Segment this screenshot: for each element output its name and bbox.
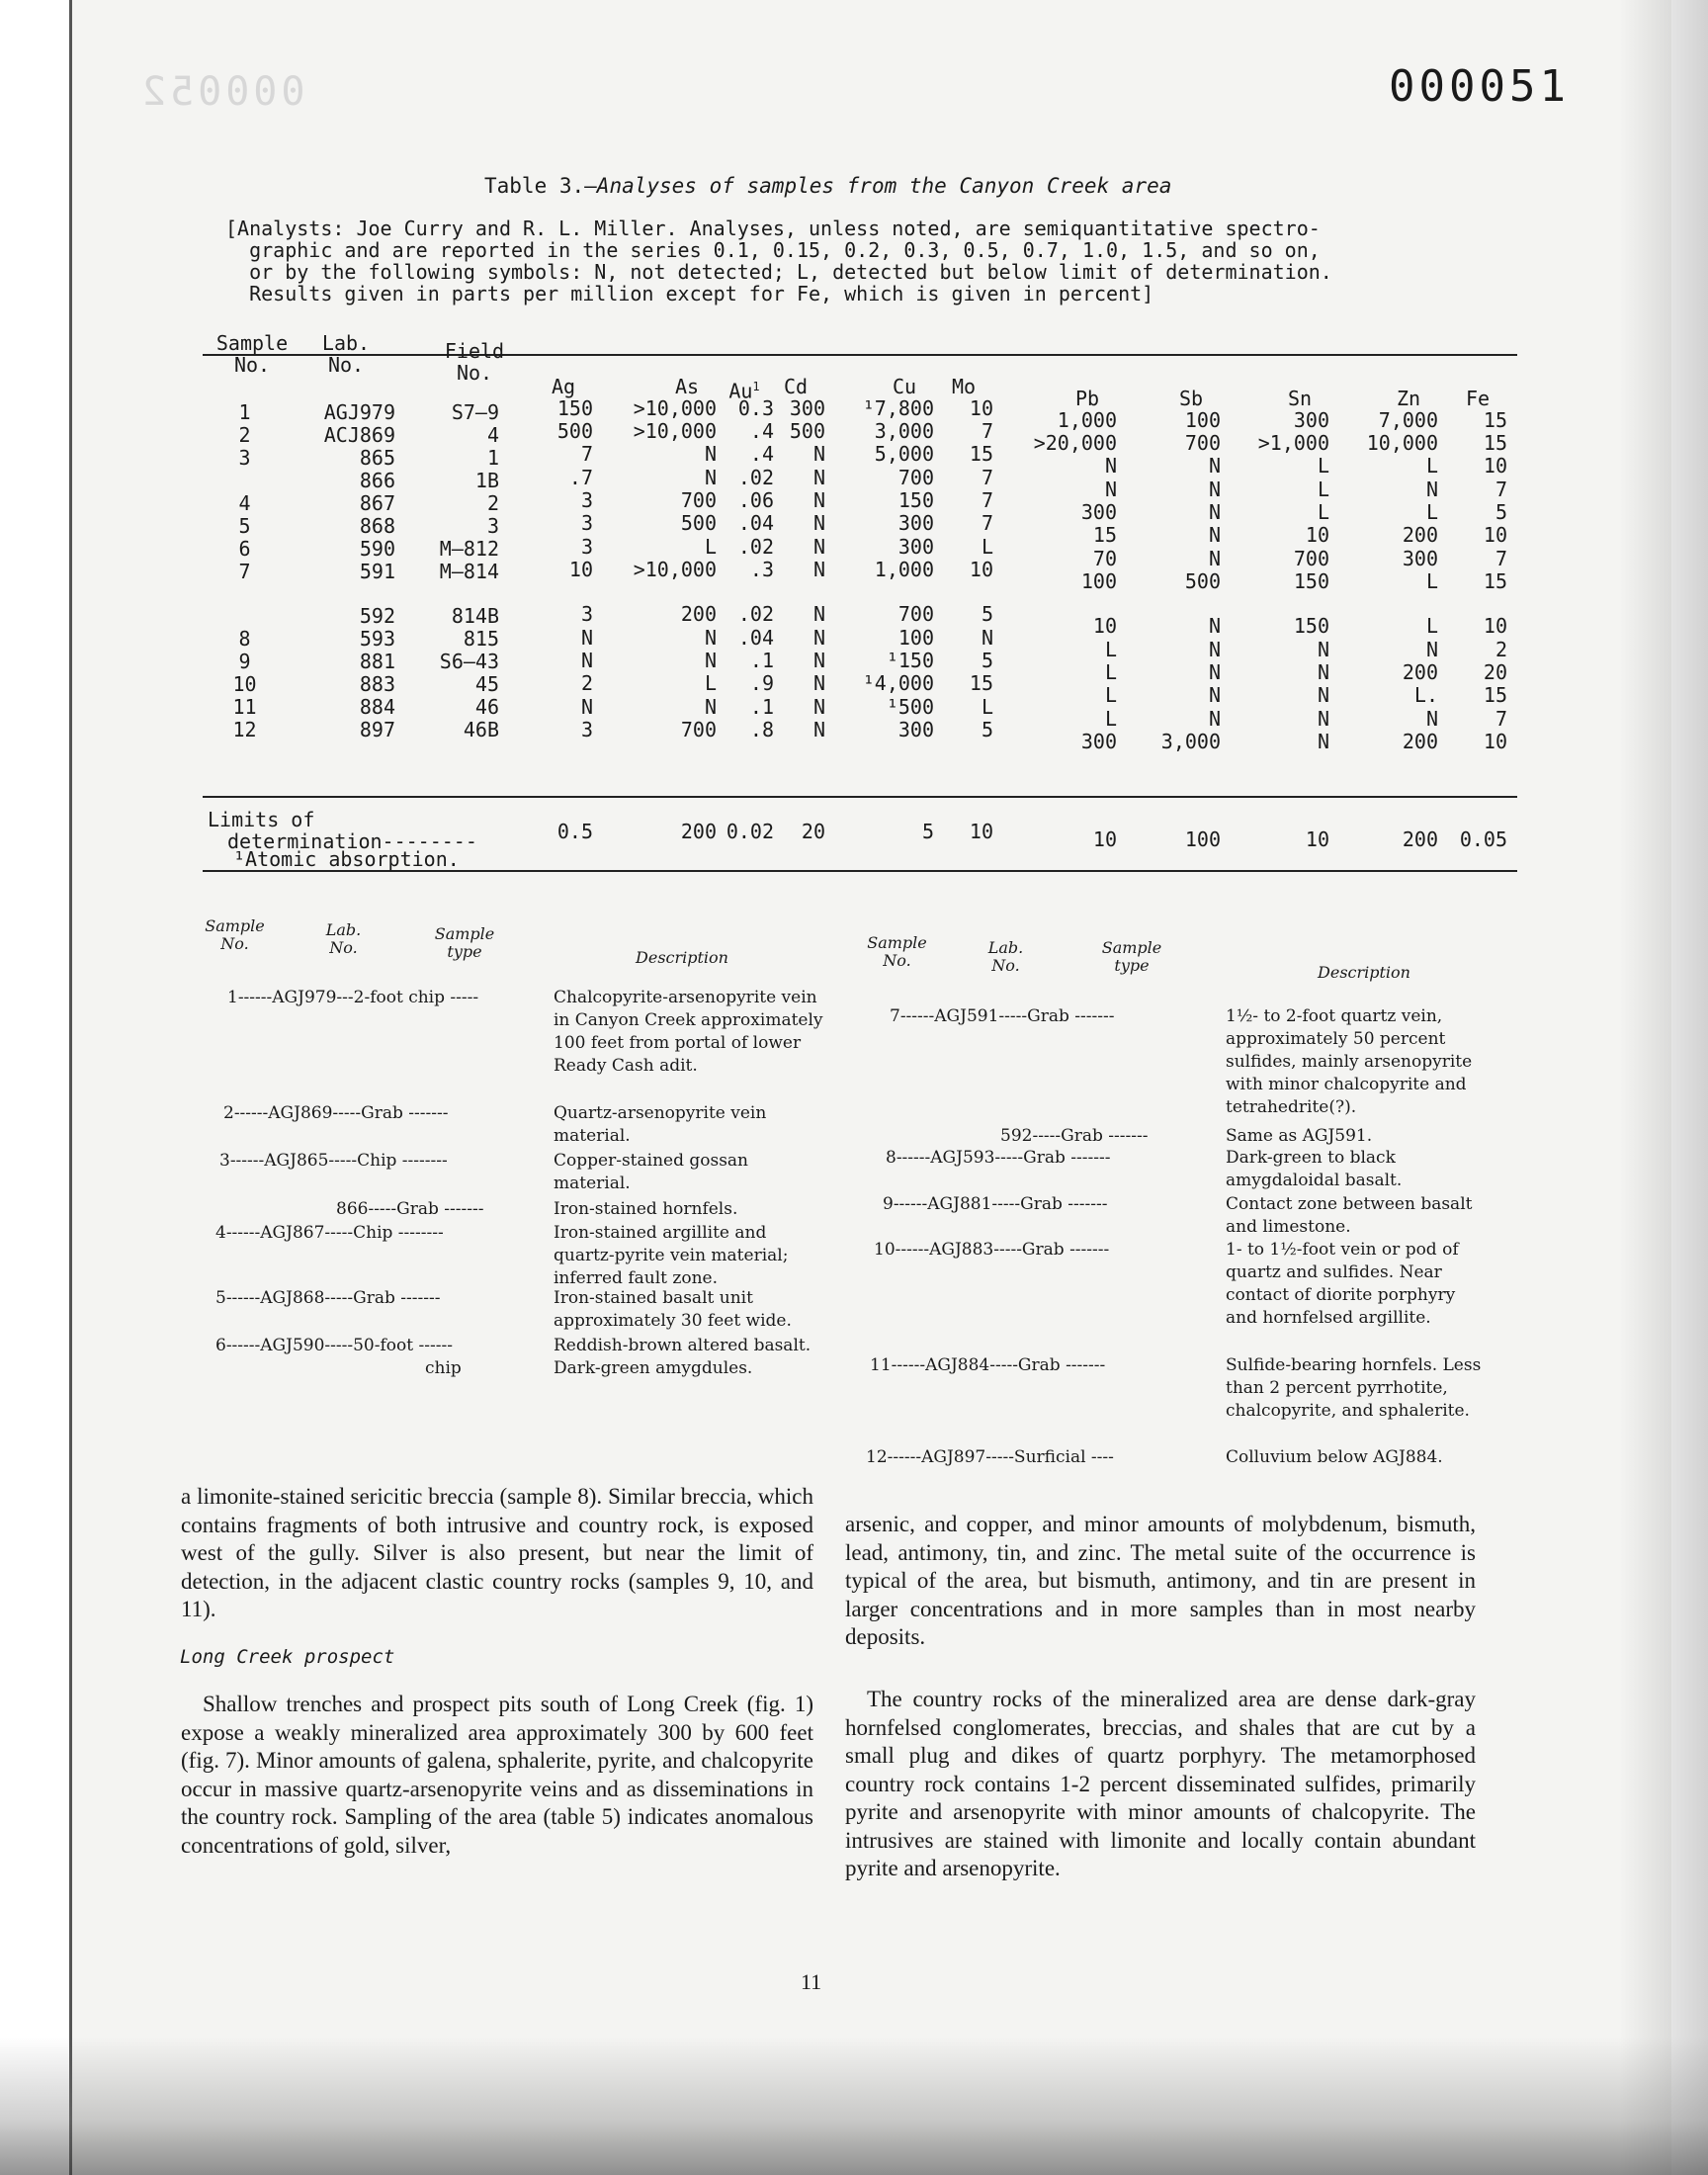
body-left-para-2: Shallow trenches and prospect pits south of Long Creek (fig. 1) expose a weakly mineralized area approximately 300 by 600 feet (fig. 7). Minor amounts of galena, sphalerite, pyrite, and chalcopyrite occur in massive quartz-arsenopyrite veins and as disseminations in the country rock. Sampling of the area (table 5) indicates anomalous concentrations of gold, silver, bbox=[181, 1692, 813, 1858]
desc-header-sample-left: Sample No. bbox=[205, 916, 265, 953]
description-text: 1- to 1½-foot vein or pod of quartz and sulfides. Near contact of diorite porphyry and hornfelsed argillite. bbox=[1226, 1240, 1459, 1328]
description-lead: 5------AGJ868-----Grab ------- bbox=[215, 1288, 441, 1308]
cell-zn: 10,000 bbox=[1366, 431, 1438, 455]
body-left-para-1: a limonite-stained sericitic breccia (sample 8). Similar breccia, which contains fragments of both intrusive and country rock, is exposed west of the gully. Silver is also present, but near the limit of detection, in the adjacent clastic country rocks (samples 9, 10, and 11). bbox=[181, 1484, 813, 1621]
cell-zn: 7,000 bbox=[1378, 408, 1438, 432]
cell-cu: ¹4,000 bbox=[862, 671, 934, 695]
cell-field-no: 815 bbox=[463, 627, 499, 651]
cell-lab-no: 884 bbox=[359, 695, 395, 719]
cell-sb: 500 bbox=[1184, 569, 1221, 593]
cell-sb: N bbox=[1208, 547, 1221, 570]
cell-cu: 300 bbox=[897, 718, 934, 741]
limit-as: 200 bbox=[680, 820, 717, 843]
description-text: Iron-stained argillite and quartz-pyrite vein material; inferred fault zone. bbox=[554, 1223, 789, 1288]
cell-as: N bbox=[704, 442, 717, 466]
desc-header-lab-right: Lab. No. bbox=[987, 938, 1024, 975]
cell-pb: N bbox=[1104, 478, 1117, 501]
cell-as: N bbox=[704, 695, 717, 719]
cell-zn: 200 bbox=[1402, 523, 1438, 547]
cell-cu: 3,000 bbox=[874, 419, 934, 443]
cell-cu: ¹7,800 bbox=[862, 396, 934, 420]
cell-au: .3 bbox=[749, 558, 774, 581]
cell-ag: 150 bbox=[556, 396, 593, 420]
cell-lab-no: 865 bbox=[359, 446, 395, 470]
cell-fe: 7 bbox=[1494, 478, 1507, 501]
cell-ag: N bbox=[580, 626, 593, 650]
cell-pb: 10 bbox=[1092, 614, 1117, 638]
table-body-rule bbox=[203, 796, 1517, 798]
cell-pb: N bbox=[1104, 454, 1117, 478]
cell-sn: 700 bbox=[1293, 547, 1329, 570]
scan-shadow-right bbox=[1619, 0, 1708, 2175]
page-number: 11 bbox=[801, 1969, 822, 1994]
cell-pb: 1,000 bbox=[1057, 408, 1117, 432]
cell-sample-no: 2 bbox=[238, 423, 251, 447]
limit-au: 0.02 bbox=[726, 820, 774, 843]
cell-cd: N bbox=[812, 718, 825, 741]
description-text: Iron-stained hornfels. bbox=[554, 1199, 738, 1219]
cell-cd: N bbox=[812, 466, 825, 489]
cell-sample-no: 11 bbox=[232, 695, 257, 719]
cell-fe: 7 bbox=[1494, 547, 1507, 570]
cell-as: L bbox=[704, 535, 717, 559]
cell-au: .04 bbox=[737, 626, 774, 650]
desc-header-description-right: Description bbox=[1318, 963, 1410, 982]
description-text: Same as AGJ591. bbox=[1226, 1126, 1373, 1146]
cell-mo: 10 bbox=[969, 396, 993, 420]
cell-lab-no: ACJ869 bbox=[323, 423, 395, 447]
cell-as: >10,000 bbox=[633, 396, 717, 420]
cell-sample-no: 10 bbox=[232, 672, 257, 696]
cell-cd: 300 bbox=[789, 396, 825, 420]
desc-header-lab-left: Lab. No. bbox=[325, 920, 362, 957]
cell-fe: 15 bbox=[1483, 431, 1507, 455]
cell-au: .06 bbox=[737, 488, 774, 512]
cell-au: 0.3 bbox=[737, 396, 774, 420]
cell-field-no: S6—43 bbox=[439, 650, 499, 673]
cell-field-no: 3 bbox=[486, 514, 499, 538]
cell-sn: N bbox=[1317, 660, 1329, 684]
cell-sb: 100 bbox=[1184, 408, 1221, 432]
cell-ag: 500 bbox=[556, 419, 593, 443]
header-lab-no: Lab. No. bbox=[321, 331, 371, 377]
limit-mo: 10 bbox=[969, 820, 993, 843]
cell-sample-no: 1 bbox=[238, 400, 251, 424]
cell-sb: N bbox=[1208, 454, 1221, 478]
cell-sb: N bbox=[1208, 614, 1221, 638]
cell-mo: 5 bbox=[981, 649, 993, 672]
cell-mo: 5 bbox=[981, 718, 993, 741]
cell-as: >10,000 bbox=[633, 558, 717, 581]
cell-lab-no: 593 bbox=[359, 627, 395, 651]
cell-au: .04 bbox=[737, 511, 774, 535]
cell-mo: 15 bbox=[969, 671, 993, 695]
cell-fe: 15 bbox=[1483, 569, 1507, 593]
cell-au: .4 bbox=[749, 419, 774, 443]
cell-lab-no: 868 bbox=[359, 514, 395, 538]
description-lead: 10------AGJ883-----Grab ------- bbox=[874, 1240, 1110, 1260]
cell-sb: 3,000 bbox=[1160, 730, 1221, 753]
subheading-long-creek: Long Creek prospect bbox=[180, 1646, 395, 1668]
cell-mo: 7 bbox=[981, 419, 993, 443]
cell-fe: 10 bbox=[1483, 454, 1507, 478]
cell-mo: 15 bbox=[969, 442, 993, 466]
cell-cd: N bbox=[812, 511, 825, 535]
desc-header-description-left: Description bbox=[636, 948, 728, 967]
limits-label-1: Limits of bbox=[208, 808, 315, 831]
cell-mo: L bbox=[981, 695, 993, 719]
cell-mo: N bbox=[981, 626, 993, 650]
cell-sample-no: 7 bbox=[238, 560, 251, 583]
cell-lab-no: 591 bbox=[359, 560, 395, 583]
cell-zn: 200 bbox=[1402, 660, 1438, 684]
cell-cd: N bbox=[812, 649, 825, 672]
cell-fe: 5 bbox=[1494, 500, 1507, 524]
cell-pb: L bbox=[1104, 683, 1117, 707]
cell-fe: 20 bbox=[1483, 660, 1507, 684]
description-lead: 12------AGJ897-----Surficial ---- bbox=[866, 1447, 1114, 1467]
cell-zn: L bbox=[1425, 454, 1438, 478]
cell-cu: 700 bbox=[897, 466, 934, 489]
page-id-stamp: 000051 bbox=[1389, 61, 1570, 112]
cell-lab-no: 881 bbox=[359, 650, 395, 673]
limit-zn: 200 bbox=[1402, 827, 1438, 851]
cell-zn: L bbox=[1425, 569, 1438, 593]
header-ag: Ag bbox=[551, 375, 576, 398]
description-text: Dark-green to black amygdaloidal basalt. bbox=[1226, 1148, 1403, 1190]
cell-as: N bbox=[704, 626, 717, 650]
cell-sample-no: 6 bbox=[238, 537, 251, 561]
cell-zn: N bbox=[1425, 478, 1438, 501]
cell-mo: 7 bbox=[981, 511, 993, 535]
cell-sb: N bbox=[1208, 707, 1221, 731]
header-cu: Cu bbox=[892, 375, 917, 398]
cell-lab-no: AGJ979 bbox=[323, 400, 395, 424]
cell-sb: N bbox=[1208, 638, 1221, 661]
description-lead: 3------AGJ865-----Chip -------- bbox=[219, 1151, 448, 1171]
description-text: Quartz-arsenopyrite vein material. bbox=[554, 1103, 767, 1146]
cell-cd: N bbox=[812, 488, 825, 512]
cell-sample-no: 4 bbox=[238, 491, 251, 515]
cell-ag: N bbox=[580, 649, 593, 672]
table-title-italic: Analyses of samples from the Canyon Creek area bbox=[596, 174, 1172, 198]
cell-cu: 1,000 bbox=[874, 558, 934, 581]
description-lead: 9------AGJ881-----Grab ------- bbox=[883, 1194, 1108, 1214]
cell-field-no: 45 bbox=[474, 672, 499, 696]
cell-fe: 15 bbox=[1483, 408, 1507, 432]
limit-cd: 20 bbox=[801, 820, 825, 843]
header-sample-no: Sample No. bbox=[215, 331, 289, 377]
description-text: Copper-stained gossan material. bbox=[554, 1151, 749, 1193]
cell-pb: L bbox=[1104, 660, 1117, 684]
cell-sn: L bbox=[1317, 500, 1329, 524]
cell-field-no: 4 bbox=[486, 423, 499, 447]
cell-field-no: 1 bbox=[486, 446, 499, 470]
cell-mo: 10 bbox=[969, 558, 993, 581]
cell-field-no: S7—9 bbox=[451, 400, 499, 424]
cell-sn: N bbox=[1317, 730, 1329, 753]
description-lead: 11------AGJ884-----Grab ------- bbox=[870, 1355, 1106, 1375]
cell-as: N bbox=[704, 649, 717, 672]
limits-label-2: determination-------- bbox=[227, 829, 477, 853]
cell-field-no: 46B bbox=[463, 718, 499, 741]
cell-cu: 300 bbox=[897, 535, 934, 559]
header-au: Au$^1$ bbox=[728, 379, 760, 403]
cell-zn: 300 bbox=[1402, 547, 1438, 570]
cell-ag: .7 bbox=[568, 466, 593, 489]
cell-sb: N bbox=[1208, 523, 1221, 547]
cell-field-no: 2 bbox=[486, 491, 499, 515]
description-text: Chalcopyrite-arsenopyrite vein in Canyon Creek approximately 100 feet from portal of lower Ready Cash adit. bbox=[554, 988, 823, 1076]
cell-cd: N bbox=[812, 626, 825, 650]
description-lead: 2------AGJ869-----Grab ------- bbox=[223, 1103, 449, 1123]
cell-field-no: M—814 bbox=[439, 560, 499, 583]
cell-as: N bbox=[704, 466, 717, 489]
limit-fe: 0.05 bbox=[1459, 827, 1507, 851]
cell-sample-no: 12 bbox=[232, 718, 257, 741]
cell-lab-no: 897 bbox=[359, 718, 395, 741]
cell-au: .8 bbox=[749, 718, 774, 741]
header-sb: Sb bbox=[1178, 387, 1204, 410]
header-as: As bbox=[674, 375, 700, 398]
cell-pb: L bbox=[1104, 707, 1117, 731]
cell-sb: 700 bbox=[1184, 431, 1221, 455]
cell-sn: 150 bbox=[1293, 569, 1329, 593]
header-pb: Pb bbox=[1074, 387, 1100, 410]
cell-as: 700 bbox=[680, 718, 717, 741]
description-lead: 592-----Grab ------- bbox=[1000, 1126, 1149, 1146]
cell-ag: 2 bbox=[580, 671, 593, 695]
cell-sn: 300 bbox=[1293, 408, 1329, 432]
cell-pb: 300 bbox=[1080, 500, 1117, 524]
cell-lab-no: 592 bbox=[359, 604, 395, 628]
table-title-prefix: Table 3.— bbox=[484, 174, 597, 198]
cell-zn: N bbox=[1425, 707, 1438, 731]
description-text: Iron-stained basalt unit approximately 30 feet wide. bbox=[554, 1288, 792, 1331]
body-right-para-2: The country rocks of the mineralized area are dense dark-gray hornfelsed conglomerates, breccias, and shales that are cut by a small plug and dikes of quartz porphyry. The metamorphosed country rock contains 1-2 percent disseminated sulfides, primarily pyrite and arsenopyrite with minor amounts of chalcopyrite. The intrusives are stained with limonite and locally contain abundant pyrite and arsenopyrite. bbox=[845, 1687, 1476, 1880]
cell-au: .02 bbox=[737, 466, 774, 489]
description-lead: 1------AGJ979---2-foot chip ----- bbox=[227, 988, 479, 1007]
cell-sample-no: 8 bbox=[238, 627, 251, 651]
cell-ag: 3 bbox=[580, 535, 593, 559]
table-footnote: ¹Atomic absorption. bbox=[233, 847, 460, 871]
desc-header-sample-right: Sample No. bbox=[867, 933, 927, 970]
header-fe: Fe bbox=[1465, 387, 1491, 410]
au-footnote-mark: 1 bbox=[752, 380, 760, 393]
cell-cd: N bbox=[812, 558, 825, 581]
cell-cu: 150 bbox=[897, 488, 934, 512]
cell-lab-no: 883 bbox=[359, 672, 395, 696]
header-sn: Sn bbox=[1287, 387, 1313, 410]
desc-header-type-right: Sample type bbox=[1101, 938, 1162, 975]
cell-au: .9 bbox=[749, 671, 774, 695]
cell-ag: 7 bbox=[580, 442, 593, 466]
cell-cu: ¹150 bbox=[886, 649, 934, 672]
cell-sample-no: 5 bbox=[238, 514, 251, 538]
cell-ag: 3 bbox=[580, 718, 593, 741]
header-mo: Mo bbox=[951, 375, 977, 398]
description-lead-2: chip bbox=[425, 1358, 462, 1378]
cell-ag: 10 bbox=[568, 558, 593, 581]
cell-sample-no: 9 bbox=[238, 650, 251, 673]
cell-cd: N bbox=[812, 535, 825, 559]
cell-zn: L bbox=[1425, 500, 1438, 524]
cell-as: L bbox=[704, 671, 717, 695]
cell-lab-no: 590 bbox=[359, 537, 395, 561]
header-zn: Zn bbox=[1396, 387, 1421, 410]
cell-ag: 3 bbox=[580, 488, 593, 512]
description-lead: 8------AGJ593-----Grab ------- bbox=[886, 1148, 1111, 1168]
cell-sb: N bbox=[1208, 500, 1221, 524]
cell-as: 500 bbox=[680, 511, 717, 535]
body-right-para-1: arsenic, and copper, and minor amounts of molybdenum, bismuth, lead, antimony, tin, and zinc. The metal suite of the occurrence is typical of the area, but bismuth, antimony, and tin are present in larger concentrations and in more samples than in most nearby deposits. bbox=[845, 1512, 1476, 1649]
cell-zn: 200 bbox=[1402, 730, 1438, 753]
page-id-bleedthrough: 000052 bbox=[138, 69, 305, 115]
description-text: Reddish-brown altered basalt. Dark-green amygdules. bbox=[554, 1336, 811, 1378]
cell-cd: N bbox=[812, 602, 825, 626]
table-title bbox=[484, 174, 1171, 198]
cell-ag: 3 bbox=[580, 511, 593, 535]
cell-pb: L bbox=[1104, 638, 1117, 661]
limit-pb: 10 bbox=[1092, 827, 1117, 851]
cell-sn: L bbox=[1317, 454, 1329, 478]
cell-field-no: 46 bbox=[474, 695, 499, 719]
cell-cu: ¹500 bbox=[886, 695, 934, 719]
cell-lab-no: 866 bbox=[359, 469, 395, 492]
cell-au: .4 bbox=[749, 442, 774, 466]
cell-sn: >1,000 bbox=[1257, 431, 1329, 455]
cell-ag: N bbox=[580, 695, 593, 719]
cell-sample-no: 3 bbox=[238, 446, 251, 470]
table-top-rule bbox=[203, 354, 1517, 356]
cell-sn: 150 bbox=[1293, 614, 1329, 638]
cell-au: .02 bbox=[737, 602, 774, 626]
cell-field-no: 814B bbox=[451, 604, 499, 628]
cell-sn: N bbox=[1317, 683, 1329, 707]
header-field-no: Field No. bbox=[444, 339, 505, 385]
description-text: Colluvium below AGJ884. bbox=[1226, 1447, 1443, 1467]
cell-pb: 100 bbox=[1080, 569, 1117, 593]
limit-ag: 0.5 bbox=[556, 820, 593, 843]
description-text: Sulfide-bearing hornfels. Less than 2 percent pyrrhotite, chalcopyrite, and sphalerite. bbox=[1226, 1355, 1482, 1421]
cell-zn: L bbox=[1425, 614, 1438, 638]
cell-cd: N bbox=[812, 695, 825, 719]
cell-pb: 70 bbox=[1092, 547, 1117, 570]
cell-fe: 10 bbox=[1483, 523, 1507, 547]
cell-cu: 100 bbox=[897, 626, 934, 650]
cell-pb: 15 bbox=[1092, 523, 1117, 547]
cell-au: .1 bbox=[749, 649, 774, 672]
cell-cd: N bbox=[812, 671, 825, 695]
description-lead: 4------AGJ867-----Chip -------- bbox=[215, 1223, 444, 1243]
cell-mo: L bbox=[981, 535, 993, 559]
limit-sn: 10 bbox=[1305, 827, 1329, 851]
cell-au: .02 bbox=[737, 535, 774, 559]
cell-cu: 300 bbox=[897, 511, 934, 535]
cell-field-no: 1B bbox=[474, 469, 499, 492]
cell-ag: 3 bbox=[580, 602, 593, 626]
limit-sb: 100 bbox=[1184, 827, 1221, 851]
cell-as: 200 bbox=[680, 602, 717, 626]
description-lead: 866-----Grab ------- bbox=[336, 1199, 484, 1219]
cell-fe: 10 bbox=[1483, 614, 1507, 638]
cell-sn: L bbox=[1317, 478, 1329, 501]
cell-cd: 500 bbox=[789, 419, 825, 443]
cell-as: >10,000 bbox=[633, 419, 717, 443]
cell-au: .1 bbox=[749, 695, 774, 719]
cell-zn: N bbox=[1425, 638, 1438, 661]
scan-shadow-bottom bbox=[0, 2037, 1708, 2175]
description-text: 1½- to 2-foot quartz vein, approximately 50 percent sulfides, mainly arsenopyrite with minor chalcopyrite and tetrahedrite(?). bbox=[1226, 1006, 1473, 1117]
cell-zn: L. bbox=[1413, 683, 1438, 707]
cell-sn: N bbox=[1317, 638, 1329, 661]
cell-sb: N bbox=[1208, 660, 1221, 684]
table-note: [Analysts: Joe Curry and R. L. Miller. Analyses, unless noted, are semiquantitative spectro- graphic and are reported in the series 0.1, 0.15, 0.2, 0.3, 0.5, 0.7, 1.0, 1.5, and so on, or by the following symbols: N, not detected; L, detected but below limit of determination. Results given in parts per million except for Fe, which is given in percent] bbox=[225, 217, 1332, 305]
cell-pb: >20,000 bbox=[1033, 431, 1117, 455]
cell-fe: 10 bbox=[1483, 730, 1507, 753]
description-lead: 6------AGJ590-----50-foot ------ bbox=[215, 1336, 453, 1355]
cell-cu: 700 bbox=[897, 602, 934, 626]
desc-header-type-left: Sample type bbox=[434, 924, 495, 961]
cell-fe: 15 bbox=[1483, 683, 1507, 707]
cell-fe: 7 bbox=[1494, 707, 1507, 731]
cell-sn: N bbox=[1317, 707, 1329, 731]
cell-lab-no: 867 bbox=[359, 491, 395, 515]
header-cd: Cd bbox=[783, 375, 809, 398]
description-lead: 7------AGJ591-----Grab ------- bbox=[890, 1006, 1115, 1026]
cell-sn: 10 bbox=[1305, 523, 1329, 547]
cell-as: 700 bbox=[680, 488, 717, 512]
cell-sb: N bbox=[1208, 478, 1221, 501]
cell-pb: 300 bbox=[1080, 730, 1117, 753]
description-text: Contact zone between basalt and limestone. bbox=[1226, 1194, 1473, 1237]
cell-cu: 5,000 bbox=[874, 442, 934, 466]
cell-mo: 5 bbox=[981, 602, 993, 626]
limit-cu: 5 bbox=[921, 820, 934, 843]
cell-cd: N bbox=[812, 442, 825, 466]
cell-mo: 7 bbox=[981, 466, 993, 489]
cell-field-no: M—812 bbox=[439, 537, 499, 561]
cell-fe: 2 bbox=[1494, 638, 1507, 661]
cell-mo: 7 bbox=[981, 488, 993, 512]
cell-sb: N bbox=[1208, 683, 1221, 707]
